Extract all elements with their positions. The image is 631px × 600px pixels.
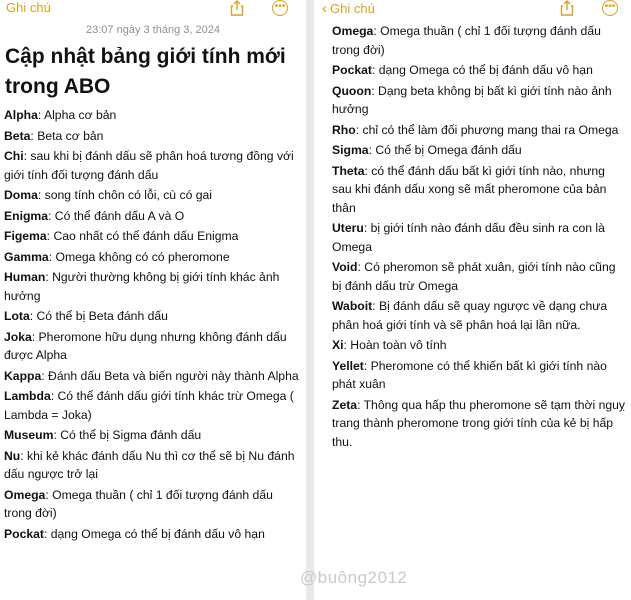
entry-description: : dạng Omega có thể bị đánh dấu vô hạn bbox=[43, 526, 265, 541]
list-item bbox=[332, 357, 627, 394]
note-panel-right bbox=[314, 0, 631, 600]
entry-description: : có thể đánh dấu bất kì giới tính nào, nhưng sau khi đánh dấu xong sẽ mất pheromone của bản thân bbox=[332, 163, 607, 215]
note-date: 23:07 ngày 3 tháng 3, 2024 bbox=[86, 24, 220, 36]
entry-list-left bbox=[0, 106, 306, 543]
entry-term: Chi bbox=[4, 149, 24, 163]
entry-term: Kappa bbox=[4, 368, 42, 383]
entry-description: : Cao nhất có thể đánh dấu Enigma bbox=[46, 229, 239, 243]
entry-list-right bbox=[314, 22, 631, 451]
nav-bar-left bbox=[0, 0, 306, 20]
entry-description: : bị giới tính nào đánh dấu đều sinh ra con là Omega bbox=[332, 221, 605, 254]
share-icon bbox=[560, 0, 574, 16]
back-button-left[interactable] bbox=[6, 0, 51, 15]
back-button-right[interactable] bbox=[322, 0, 375, 17]
entry-description: : Có thể bị Sigma đánh dấu bbox=[53, 428, 202, 442]
entry-term: Zeta bbox=[332, 397, 358, 412]
entry-description: : Có pheromon sẽ phát xuân, giới tính nào cũng bị đánh dấu trừ Omega bbox=[332, 260, 616, 293]
entry-term: Alpha bbox=[4, 108, 38, 122]
entry-description: : Pheromone có thể khiến bất kì giới tính nào phát xuân bbox=[332, 358, 607, 391]
entry-description: : dạng Omega có thể bị đánh dấu vô hạn bbox=[371, 63, 593, 77]
list-item bbox=[4, 328, 302, 365]
list-item bbox=[332, 336, 627, 355]
entry-term: Quoon bbox=[332, 83, 372, 98]
share-button-left[interactable] bbox=[230, 0, 244, 19]
entry-term: Beta bbox=[4, 128, 31, 143]
list-item bbox=[4, 525, 302, 544]
entry-term: Xi bbox=[332, 338, 344, 352]
watermark: @buông2012 bbox=[300, 568, 408, 587]
entry-description: : Bị đánh dấu sẽ quay ngược về dạng chưa phân hoá giới tính và sẽ phân hoá lại lần nữa. bbox=[332, 299, 608, 332]
list-item bbox=[4, 186, 302, 205]
list-item bbox=[4, 227, 302, 246]
chevron-left-icon: ‹ bbox=[322, 0, 327, 17]
entry-term: Lota bbox=[4, 309, 30, 323]
entry-term: Pockat bbox=[4, 526, 44, 541]
list-item bbox=[332, 219, 627, 256]
back-label: Ghi chú bbox=[330, 1, 375, 16]
list-item bbox=[4, 387, 302, 424]
list-item bbox=[4, 367, 302, 386]
entry-description: : khi kẻ khác đánh dấu Nu thì cơ thể sẽ bị Nu đánh dấu ngược trở lại bbox=[4, 448, 295, 481]
list-item bbox=[4, 486, 302, 523]
list-item bbox=[332, 61, 627, 80]
list-item bbox=[4, 147, 302, 184]
note-panel-left bbox=[0, 0, 306, 600]
entry-term: Museum bbox=[4, 428, 54, 442]
back-label: Ghi chú bbox=[6, 0, 51, 15]
list-item bbox=[4, 106, 302, 125]
note-title: Cập nhật bảng giới tính mới trong ABO bbox=[5, 45, 286, 98]
entry-description: : song tính chôn có lỗi, cù có gai bbox=[37, 188, 212, 202]
list-item bbox=[332, 258, 627, 295]
list-item bbox=[4, 426, 302, 445]
panel-divider bbox=[306, 0, 314, 600]
more-icon[interactable]: ••• bbox=[272, 0, 288, 16]
entry-description: : Có thể bị Omega đánh dấu bbox=[368, 143, 522, 157]
list-item bbox=[332, 141, 627, 160]
entry-term: Joka bbox=[4, 329, 32, 344]
entry-description: : Có thể bị Beta đánh dấu bbox=[29, 309, 168, 323]
list-item bbox=[4, 447, 302, 484]
entry-description: : Đánh dấu Beta và biến người này thành Alpha bbox=[41, 368, 299, 383]
entry-description: : Có thể đánh dấu A và O bbox=[48, 208, 185, 223]
entry-description: : Người thường không bị giới tính khác ảnh hưởng bbox=[4, 270, 280, 303]
entry-term: Omega bbox=[332, 24, 374, 38]
list-item bbox=[4, 207, 302, 226]
entry-description: : Dạng beta không bị bất kì giới tính nào ảnh hưởng bbox=[332, 83, 612, 116]
entry-term: Void bbox=[332, 260, 358, 274]
list-item bbox=[332, 22, 627, 59]
entry-description: : Omega không có có pheromone bbox=[48, 249, 230, 264]
list-item bbox=[4, 307, 302, 326]
entry-term: Pockat bbox=[332, 63, 372, 77]
entry-term: Human bbox=[4, 270, 46, 284]
entry-description: : sau khi bị đánh dấu sẽ phân hoá tương đồng với giới tính đối tượng đánh dấu bbox=[4, 149, 294, 182]
entry-description: : Pheromone hữu dụng nhưng không đánh dấu được Alpha bbox=[4, 329, 287, 362]
entry-description: : chỉ có thể làm đối phương mang thai ra Omega bbox=[355, 122, 619, 137]
list-item bbox=[332, 297, 627, 334]
share-icon bbox=[230, 0, 244, 16]
entry-description: : Alpha cơ bản bbox=[37, 108, 117, 122]
list-item bbox=[332, 162, 627, 218]
entry-description: : Thông qua hấp thu pheromone sẽ tạm thời nguỵ trang thành pheromone trong giới tính của kẻ bị hấp thu. bbox=[332, 397, 626, 449]
entry-description: : Beta cơ bản bbox=[30, 128, 104, 143]
entry-term: Enigma bbox=[4, 208, 49, 223]
entry-term: Sigma bbox=[332, 143, 369, 157]
list-item bbox=[332, 121, 627, 140]
list-item bbox=[4, 127, 302, 146]
entry-term: Nu bbox=[4, 448, 21, 463]
entry-description: : Omega thuần ( chỉ 1 đối tượng đánh dấu trong đời) bbox=[332, 24, 601, 57]
entry-term: Gamma bbox=[4, 249, 49, 264]
entry-term: Rho bbox=[332, 122, 356, 137]
more-icon[interactable]: ••• bbox=[602, 0, 618, 16]
entry-term: Doma bbox=[4, 188, 38, 202]
entry-term: Theta bbox=[332, 163, 365, 178]
list-item bbox=[332, 396, 627, 452]
entry-term: Yellet bbox=[332, 358, 364, 373]
entry-description: : Hoàn toàn vô tính bbox=[343, 338, 447, 352]
entry-term: Lambda bbox=[4, 389, 51, 403]
list-item bbox=[4, 268, 302, 305]
entry-term: Uteru bbox=[332, 221, 364, 235]
entry-description: : Omega thuần ( chỉ 1 đối tượng đánh dấu trong đời) bbox=[4, 487, 273, 520]
entry-term: Omega bbox=[4, 487, 46, 502]
list-item bbox=[4, 248, 302, 267]
entry-term: Waboit bbox=[332, 299, 373, 313]
entry-term: Figema bbox=[4, 229, 47, 243]
list-item bbox=[332, 82, 627, 119]
entry-description: : Có thể đánh dấu giới tính khác trừ Omega ( Lambda = Joka) bbox=[4, 389, 294, 422]
share-button-right[interactable] bbox=[560, 0, 574, 19]
nav-bar-right bbox=[314, 0, 631, 20]
